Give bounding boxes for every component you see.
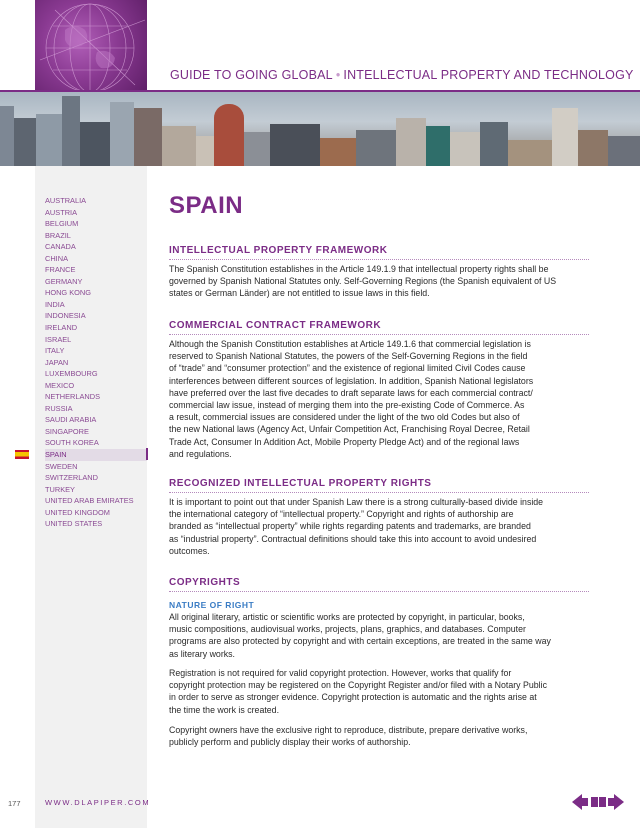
text-line: publicly perform and publicly display their works of authorship.	[169, 737, 411, 748]
country-link-netherlands[interactable]: NETHERLANDS	[45, 392, 101, 402]
country-link-canada[interactable]: CANADA	[45, 242, 76, 252]
country-link-austria[interactable]: AUSTRIA	[45, 207, 78, 217]
text-line: governed by Spanish National Statutes only. Self-Governing Regions (the Spanish equivalent of US	[169, 276, 557, 287]
country-link-russia[interactable]: RUSSIA	[45, 403, 73, 413]
country-link-hong-kong[interactable]: HONG KONG	[45, 288, 91, 298]
country-link-germany[interactable]: GERMANY	[45, 276, 83, 286]
text-line: Copyright owners have the exclusive right to reproduce, distribute, prepare derivative works,	[169, 725, 528, 735]
text-line: branded as “intellectual property” while rights regarding patents and trademarks, are branded	[169, 521, 531, 532]
section-heading-copyrights: COPYRIGHTS	[169, 577, 589, 592]
paragraph-copyright-registration	[169, 667, 589, 716]
text-line: as literary works.	[169, 648, 235, 659]
country-link-italy[interactable]: ITALY	[45, 346, 65, 356]
country-link-ireland[interactable]: IRELAND	[45, 323, 78, 333]
text-line: Although the Spanish Constitution establishes at Article 149.1.6 that commercial legislation is	[169, 339, 531, 349]
country-link-united-arab-emirates[interactable]: UNITED ARAB EMIRATES	[45, 496, 134, 506]
country-link-france[interactable]: FRANCE	[45, 265, 76, 275]
country-link-south-korea[interactable]: SOUTH KOREA	[45, 438, 99, 448]
country-link-indonesia[interactable]: INDONESIA	[45, 311, 86, 321]
text-line: in order to serve as stronger evidence. Copyright protection is automatic and the rights arise at	[169, 692, 537, 703]
country-link-israel[interactable]: ISRAEL	[45, 334, 72, 344]
country-link-turkey[interactable]: TURKEY	[45, 484, 75, 494]
grid-icon[interactable]	[591, 797, 606, 807]
title-separator: •	[335, 68, 341, 82]
header-city-photo	[0, 92, 640, 166]
text-line: have preferred over the last five decades to draft separate laws for each commercial contract/	[169, 387, 533, 398]
section-heading-recognized-ip: RECOGNIZED INTELLECTUAL PROPERTY RIGHTS	[169, 478, 589, 493]
country-link-luxembourg[interactable]: LUXEMBOURG	[45, 369, 98, 379]
spain-flag-icon	[15, 450, 29, 459]
country-link-china[interactable]: CHINA	[45, 253, 68, 263]
country-link-saudi-arabia[interactable]: SAUDI ARABIA	[45, 415, 97, 425]
text-line: It is important to point out that under Spanish Law there is a strong culturally-based divide inside	[169, 497, 544, 507]
next-page-icon[interactable]	[608, 794, 624, 810]
guide-title-main: GUIDE TO GOING GLOBAL	[170, 68, 333, 82]
text-line: programs are also protected by copyright and with certain exceptions, are treated in the same way	[169, 636, 551, 647]
text-line: Trade Act, Consumer In Addition Act, Mobile Property Pledge Act) and of the regional laws	[169, 436, 520, 447]
section-heading-commercial-contract: COMMERCIAL CONTRACT FRAMEWORK	[169, 320, 589, 335]
country-nav	[45, 195, 147, 530]
paragraph-copyright-works	[169, 611, 589, 660]
text-line: the new National laws (Agency Act, Unfair Competition Act, Franchising Royal Decree, Retail	[169, 424, 530, 435]
text-line: All original literary, artistic or scientific works are protected by copyright, in particular, books,	[169, 612, 525, 622]
page-navigation	[572, 793, 624, 811]
text-line: the time the work is created.	[169, 704, 280, 715]
section-heading-ip-framework: INTELLECTUAL PROPERTY FRAMEWORK	[169, 245, 589, 260]
country-link-singapore[interactable]: SINGAPORE	[45, 426, 89, 436]
text-line: a result, commercial issues are considered under the light of the two old Codes but also of	[169, 412, 520, 423]
text-line: the international category of “intellectual property.” Copyright and rights of authorship are	[169, 509, 514, 520]
country-link-switzerland[interactable]: SWITZERLAND	[45, 473, 98, 483]
page-title: SPAIN	[169, 192, 244, 219]
guide-title	[170, 68, 634, 82]
text-line: of “trade” and “consumer protection” and the existence of regional limited Civil Codes cause	[169, 363, 526, 374]
text-line: Registration is not required for valid copyright protection. However, works that qualify for	[169, 668, 512, 678]
active-country-marker	[146, 448, 148, 460]
text-line: The Spanish Constitution establishes in the Article 149.1.9 that intellectual property rights shall be	[169, 264, 549, 274]
paragraph-commercial-contract	[169, 338, 589, 460]
country-link-united-kingdom[interactable]: UNITED KINGDOM	[45, 507, 110, 517]
paragraph-ip-framework	[169, 263, 589, 300]
guide-section-title: INTELLECTUAL PROPERTY AND TECHNOLOGY	[343, 68, 634, 82]
country-link-japan[interactable]: JAPAN	[45, 357, 69, 367]
text-line: and regulations.	[169, 448, 232, 459]
text-line: outcomes.	[169, 545, 210, 556]
text-line: states or German Länder) are not entitled to issue laws in this field.	[169, 288, 430, 299]
country-link-united-states[interactable]: UNITED STATES	[45, 519, 103, 529]
prev-page-icon[interactable]	[572, 794, 588, 810]
text-line: interferences between different sources of legislation. In addition, Spanish National legislators	[169, 375, 534, 386]
text-line: music compositions, audiovisual works, projects, plans, graphics, and databases. Computer	[169, 624, 526, 635]
country-link-sweden[interactable]: SWEDEN	[45, 461, 78, 471]
country-link-brazil[interactable]: BRAZIL	[45, 230, 71, 240]
paragraph-copyright-owner-rights	[169, 724, 589, 748]
text-line: as “industrial property”. Contractual definitions should take this into account to avoid undesired	[169, 533, 537, 544]
footer-url-link[interactable]: WWW.DLAPIPER.COM	[45, 798, 151, 807]
country-link-spain[interactable]: SPAIN	[45, 449, 147, 461]
country-link-mexico[interactable]: MEXICO	[45, 380, 75, 390]
country-link-belgium[interactable]: BELGIUM	[45, 219, 79, 229]
country-link-australia[interactable]: AUSTRALIA	[45, 196, 87, 205]
page-number: 177	[8, 799, 21, 808]
text-line: reserved to Spanish National Statutes, the powers of the Self-Governing Regions in the field	[169, 351, 528, 362]
text-line: commercial law issue, instead of merging them into the pre-existing Code of Commerce. As	[169, 400, 525, 411]
paragraph-recognized-ip	[169, 496, 589, 557]
sub-heading-nature-of-right: NATURE OF RIGHT	[169, 600, 255, 610]
globe-graphic	[35, 0, 147, 92]
text-line: copyright protection may be registered on the Copyright Register and/or filed with a Notary Public	[169, 680, 547, 691]
country-link-india[interactable]: INDIA	[45, 299, 65, 309]
